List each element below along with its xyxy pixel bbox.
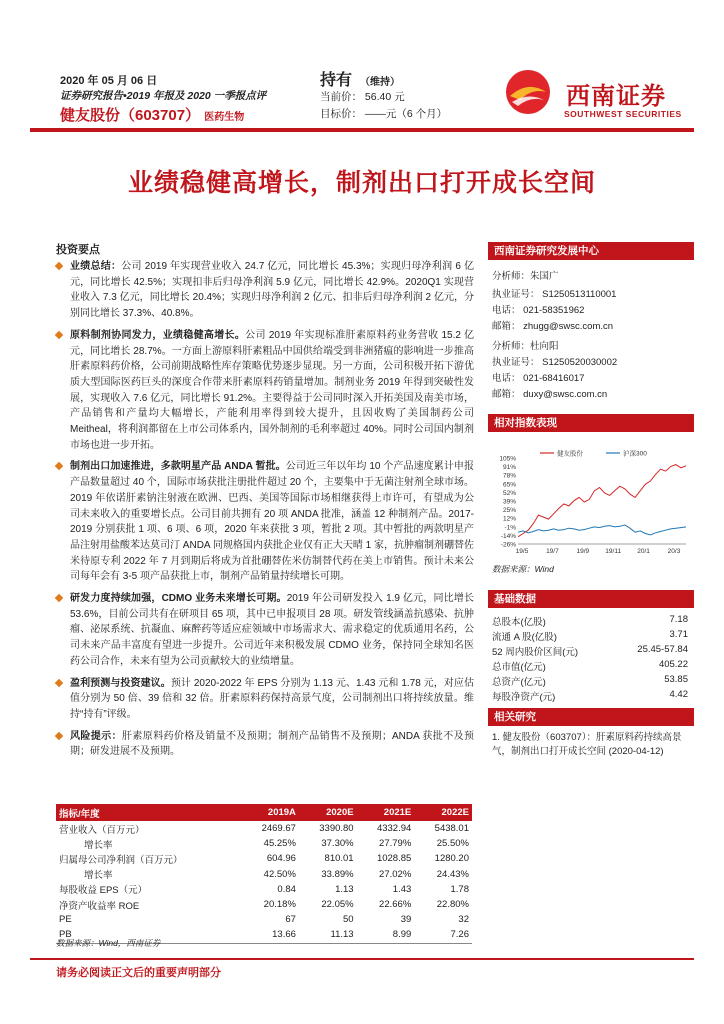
cell-value: 27.02% xyxy=(379,868,412,880)
y-tick-label: 12% xyxy=(502,515,516,523)
y-tick-label: 78% xyxy=(502,472,516,480)
cell-value: 22.80% xyxy=(436,899,469,911)
cell-value: 5438.01 xyxy=(434,823,469,835)
financial-forecast-table xyxy=(56,804,472,944)
legend-label: 健友股份 xyxy=(557,450,583,458)
cell-value: 1.78 xyxy=(450,883,469,895)
cell-value: 7.26 xyxy=(414,927,472,943)
row-label: 营业收入（百万元） xyxy=(59,824,145,836)
cell-value: 33.89% xyxy=(321,868,354,880)
cell-value: 1280.20 xyxy=(434,853,469,865)
row-label: 归属母公司净利润（百万元） xyxy=(59,854,183,866)
basic-row: 总股本(亿股) 7.18 xyxy=(492,614,688,628)
y-tick-label: 65% xyxy=(502,481,516,489)
report-title: 业绩稳健高增长，制剂出口打开成长空间 xyxy=(127,168,596,197)
analyst2-name: 分析师：杜向阳 xyxy=(492,341,559,352)
cell-value: 22.66% xyxy=(379,899,412,911)
analyst2-cert: 执业证号： S1250520030002 xyxy=(492,357,618,368)
related-item[interactable]: 1. 健友股份（603707）：肝素原料药持续高景气，制剂出口打开成长空间 (2020-04-12) xyxy=(492,732,682,757)
cell-value: 22.05% xyxy=(321,899,354,911)
basic-row: 总市值(亿元) 405.22 xyxy=(492,659,688,673)
y-tick-label: 105% xyxy=(499,455,516,463)
bullet-rnd: 研发力度持续加强，CDMO 业务未来增长可期。2019 年公司研发投入 1.9 亿元，同比增长 53.6%，目前公司共有在研项目 65 项，其中已申报项目 28 项。研发管线涵盖抗感染、抗肿瘤、泌尿系统、抗凝血、麻醉药等适应症领域中市场需求大、需求稳定的优质通用名药，公司未来产品丰富度有望进一步提升。公司近年来积极发展 CDMO 业务，保持同全球知名医药公司合作，未来有望为公司贡献较大的业绩增量。 xyxy=(56,591,474,670)
related-header: 相关研究 xyxy=(488,708,694,726)
table-row xyxy=(56,912,472,927)
table-source: 数据来源：Wind，西南证券 xyxy=(56,938,161,948)
x-tick-label: 19/5 xyxy=(515,548,529,555)
report-date: 2020 年 05 月 06 日 xyxy=(60,75,158,87)
x-tick-label: 19/7 xyxy=(546,548,559,555)
cell-value: 37.30% xyxy=(321,838,354,850)
cell-value: 1028.85 xyxy=(376,853,412,865)
cell-value: 45.25% xyxy=(263,838,296,850)
company-name xyxy=(60,104,244,125)
research-center-header: 西南证券研究发展中心 xyxy=(488,242,694,260)
bullet-export: 制剂出口加速推进，多款明星产品 ANDA 暂批。公司近三年以年均 10 个产品速度累计申报产品数量超过 40 个，国际市场获批注册批件超过 20 个，主要集中于无菌注射剂全球市场。2019 年依诺肝素钠注射液在欧洲、巴西、美国等国际市场相继获得上市许可，有望成为公司未来收入的重要增长点。公司目前共拥有 20 项 ANDA 批准，涵盖 12 种制剂产品。2017-2019 分别获批 1 项、6 项、6 项，2020 年来获批 3 项，暂批 2 项。其中暂批的两款明星产品注射用盐酸苯达莫司汀 ANDA 同规格国内获批企业仅有正大天晴 1 家，抗肿瘤制剂硼替佐米待原专利 2022 年 7 月到期后将成为首批硼替佐米仿制替代药在美上市销售。预计未来公司每年会有 3-5 项产品获批上市，制剂产品销量持续增长可期。 xyxy=(56,459,474,585)
rating-change: （维持） xyxy=(360,77,401,88)
col-header: 指标/年度 xyxy=(56,804,241,821)
analyst1-mail: 邮箱： zhugg@swsc.com.cn xyxy=(492,321,614,332)
table-row xyxy=(56,867,472,882)
cell-value: 1.43 xyxy=(392,883,412,895)
cell-value: 13.66 xyxy=(241,927,299,943)
basic-row: 52 周内股价区间(元) 25.45-57.84 xyxy=(492,644,688,658)
row-label: 增长率 xyxy=(84,839,113,851)
cell-value: 39 xyxy=(400,914,412,926)
row-label: 增长率 xyxy=(84,870,113,882)
header-divider xyxy=(30,128,694,132)
cell-value: 2469.67 xyxy=(261,823,296,835)
table-row xyxy=(56,836,472,851)
cell-value: 50 xyxy=(343,914,354,926)
y-tick-label: 39% xyxy=(502,498,516,506)
row-label: 每股收益 EPS（元） xyxy=(59,885,148,897)
y-tick-label: -14% xyxy=(500,532,516,540)
cell-value: 8.99 xyxy=(357,927,415,943)
cell-value: 42.50% xyxy=(263,868,296,880)
basic-row: 流通 A 股(亿股) 3.71 xyxy=(492,629,688,643)
company-label: 健友股份（603707） xyxy=(60,107,201,124)
table-row xyxy=(56,851,472,866)
footer-divider xyxy=(30,958,694,960)
col-header: 2022E xyxy=(414,804,472,821)
cell-value: 32 xyxy=(458,914,469,926)
y-tick-label: 91% xyxy=(502,464,516,472)
row-label: PE xyxy=(59,914,72,926)
x-tick-label: 19/11 xyxy=(605,548,622,555)
basic-row: 每股净资产(元) 4.42 xyxy=(492,689,688,703)
current-price: 当前价： 56.40 元 xyxy=(320,91,405,103)
col-header: 2020E xyxy=(299,804,357,821)
bullet-performance: 业绩总结：公司 2019 年实现营业收入 24.7 亿元，同比增长 45.3%；实现归母净利润 6 亿元，同比增长 42.5%；实现扣非后归母净利润 5.9 亿元，同比增长 42.9%。2020Q1 实现营业收入 7.3 亿元，同比增长 20.4%；实现归母净利润 2 亿元、扣非后归母净利润 2 亿元，分别同比增长 37.3%、40.8%。 xyxy=(56,259,474,322)
cell-value: 20.18% xyxy=(263,899,296,911)
chart-source: 数据来源：Wind xyxy=(492,564,554,574)
col-header: 2019A xyxy=(241,804,299,821)
relative-performance-chart xyxy=(488,448,694,570)
target-price: 目标价： ——元（6 个月） xyxy=(320,108,448,120)
cell-value: 1.13 xyxy=(335,883,354,895)
cell-value: 27.79% xyxy=(379,838,412,850)
y-tick-label: -1% xyxy=(504,524,516,532)
y-tick-label: 52% xyxy=(502,489,516,497)
cell-value: 11.13 xyxy=(299,927,357,943)
x-tick-label: 19/9 xyxy=(576,548,590,555)
legend-label: 沪深300 xyxy=(623,450,647,458)
x-tick-label: 20/3 xyxy=(667,548,681,555)
bullet-synergy: 原料制剂协同发力，业绩稳健高增长。公司 2019 年实现标准肝素原料药业务营收 15.2 亿元，同比增长 28.7%。一方面上游原料肝素粗品中国供给端受到非洲猪瘟的影响进一步推高肝素原料药价格，公司前期战略性库存策略优势逐步显现。另一方面，公司积极开拓下游优质大型国际医药巨头的深度合作带来肝素原料药销量增加。制剂业务 2019 年得到突破性发展，实现收入 7.6 亿元，同比增长 91.2%。主要得益于公司同时深入开拓美国及南美市场，产品销售和产量均大幅增长，产能利用率得到较大提升，且因收购了美国制药公司 Meitheal，将利润都留在上市公司体系内，国外制剂的毛利率超过 40%。同时公司国内制剂市场也进一步开拓。 xyxy=(56,328,474,454)
cell-value: 0.84 xyxy=(277,883,296,895)
analyst1-cert: 执业证号： S1250513110001 xyxy=(492,289,617,300)
analyst2-mail: 邮箱： duxy@swsc.com.cn xyxy=(492,389,608,400)
industry-label: 医药生物 xyxy=(204,112,245,123)
report-type: 证券研究报告•2019 年报及 2020 一季报点评 xyxy=(60,90,267,102)
cell-value: 3390.80 xyxy=(319,823,354,835)
y-tick-label: 25% xyxy=(502,507,516,515)
invest-bullets xyxy=(56,259,474,766)
logo-text-en: SOUTHWEST SECURITIES xyxy=(564,109,682,119)
rating xyxy=(320,67,400,90)
perf-header: 相对指数表现 xyxy=(488,414,694,432)
cell-value: 810.01 xyxy=(324,853,354,865)
basic-row: 总资产(亿元) 53.85 xyxy=(492,674,688,688)
rating-value: 持有 xyxy=(320,72,353,89)
footer-disclaimer: 请务必阅读正文后的重要声明部分 xyxy=(56,967,221,979)
basic-header: 基础数据 xyxy=(488,590,694,608)
analyst2-tel: 电话： 021-68416017 xyxy=(492,373,585,384)
row-label: 净资产收益率 ROE xyxy=(59,900,140,912)
table-row xyxy=(56,882,472,897)
col-header: 2021E xyxy=(357,804,415,821)
row-label: PB xyxy=(56,927,241,943)
cell-value: 67 xyxy=(285,914,296,926)
analyst1-name: 分析师：朱国广 xyxy=(492,271,559,282)
cell-value: 24.43% xyxy=(436,868,469,880)
invest-heading: 投资要点 xyxy=(56,244,100,256)
bullet-risk: 风险提示：肝素原料药价格及销量不及预期；制剂产品销售不及预期；ANDA 获批不及预期；研发进展不及预期。 xyxy=(56,729,474,760)
series-line-stock xyxy=(518,465,686,537)
cell-value: 604.96 xyxy=(266,853,296,865)
logo-text-cn: 西南证券 xyxy=(566,81,666,110)
table-row xyxy=(56,821,472,836)
table-header-row xyxy=(56,804,472,821)
analyst1-tel: 电话： 021-58351962 xyxy=(492,305,585,316)
table-row xyxy=(56,897,472,912)
cell-value: 25.50% xyxy=(436,838,469,850)
y-tick-label: -26% xyxy=(500,541,516,549)
x-tick-label: 20/1 xyxy=(637,548,650,555)
bullet-forecast: 盈利预测与投资建议。预计 2020-2022 年 EPS 分别为 1.13 元、1.43 元和 1.78 元，对应估值分别为 50 倍、39 倍和 32 倍。肝素原料药保持高景气度，公司制剂出口将持续放量。维持“持有”评级。 xyxy=(56,676,474,723)
cell-value: 4332.94 xyxy=(376,823,412,835)
series-line-index xyxy=(518,525,686,535)
